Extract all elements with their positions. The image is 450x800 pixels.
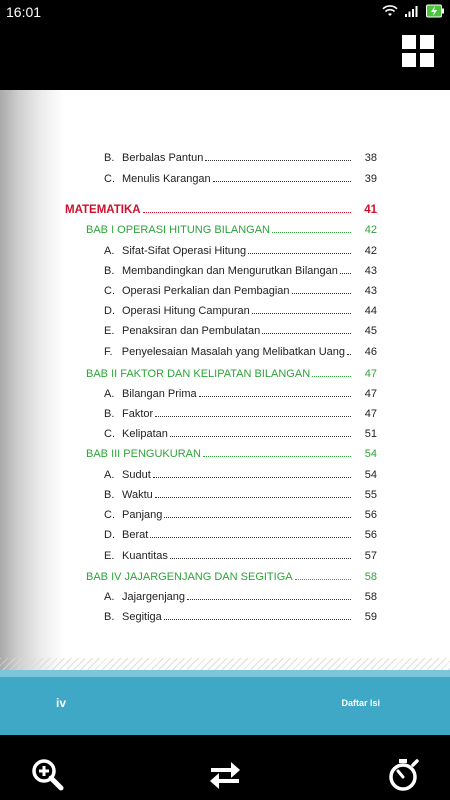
toc-leader-dots — [252, 305, 351, 314]
toc-entry-letter: B. — [104, 152, 115, 164]
toc-entry-letter: A. — [104, 469, 115, 481]
toc-entry-label: Waktu — [122, 489, 153, 501]
bottom-toolbar — [0, 735, 450, 800]
book-page[interactable] — [0, 90, 450, 735]
toc-page-number: 43 — [364, 285, 377, 297]
toc-entry-label: Faktor — [122, 408, 154, 420]
toc-entry-letter: E. — [104, 550, 115, 562]
toc-leader-dots — [155, 408, 351, 417]
toc-entry[interactable] — [0, 509, 450, 525]
toc-subject-heading[interactable] — [0, 204, 450, 220]
toc-entry-letter: A. — [104, 591, 115, 603]
toc-chapter-heading[interactable] — [0, 448, 450, 464]
zoom-in-button[interactable] — [30, 757, 66, 793]
toc-entry[interactable] — [0, 173, 450, 189]
toc-entry[interactable] — [0, 408, 450, 424]
footer-section-name: Daftar Isi — [341, 698, 380, 708]
toc-page-number: 38 — [364, 152, 377, 164]
toc-page-number: 39 — [364, 173, 377, 185]
toc-entry-letter: A. — [104, 245, 115, 257]
toc-leader-dots — [248, 245, 351, 254]
toc-entry-letter: C. — [104, 428, 115, 440]
toc-leader-dots — [347, 346, 351, 355]
wifi-icon — [382, 5, 398, 17]
toc-entry-label: Bilangan Prima — [122, 388, 197, 400]
toc-page-number: 58 — [364, 591, 377, 603]
toc-leader-dots — [153, 469, 351, 478]
toc-page-number: 55 — [364, 489, 377, 501]
status-time: 16:01 — [6, 4, 42, 20]
footer-page-number: iv — [56, 696, 67, 710]
battery-charging-icon — [426, 4, 444, 18]
toc-entry[interactable] — [0, 152, 450, 168]
toc-chapter-heading[interactable] — [0, 571, 450, 587]
toc-page-number: 41 — [364, 204, 377, 216]
toc-entry-label: Operasi Hitung Campuran — [122, 305, 250, 317]
toc-page-number: 56 — [364, 509, 377, 521]
toc-page-number: 43 — [364, 265, 377, 277]
toc-entry-label: BAB IV JAJARGENJANG DAN SEGITIGA — [86, 571, 293, 583]
toc-entry-letter: D. — [104, 305, 115, 317]
toc-entry-label: Operasi Perkalian dan Pembagian — [122, 285, 290, 297]
toc-leader-dots — [187, 591, 351, 600]
toc-entry[interactable] — [0, 305, 450, 321]
toc-leader-dots — [170, 550, 351, 559]
toc-page-number: 47 — [364, 388, 377, 400]
toc-entry[interactable] — [0, 388, 450, 404]
toc-page-number: 54 — [364, 469, 377, 481]
toc-chapter-heading[interactable] — [0, 224, 450, 240]
toc-entry-label: Membandingkan dan Mengurutkan Bilangan — [122, 265, 338, 277]
page-footer — [0, 677, 450, 735]
toc-entry-label: Penaksiran dan Pembulatan — [122, 325, 261, 337]
toc-entry-letter: B. — [104, 611, 115, 623]
toc-leader-dots — [164, 509, 351, 518]
toc-leader-dots — [143, 204, 351, 213]
toc-page-number: 42 — [364, 224, 377, 236]
toc-entry-label: Penyelesaian Masalah yang Melibatkan Uang — [121, 346, 345, 358]
toc-page-number: 57 — [364, 550, 377, 562]
toc-entry-label: BAB I OPERASI HITUNG BILANGAN — [86, 224, 270, 236]
toc-entry[interactable] — [0, 285, 450, 301]
toc-entry-label: Panjang — [122, 509, 163, 521]
toc-page-number: 56 — [364, 529, 377, 541]
toc-page-number: 51 — [364, 428, 377, 440]
toc-entry-letter: C. — [104, 509, 115, 521]
toc-entry-letter: B. — [104, 265, 115, 277]
toc-entry-letter: C. — [104, 173, 115, 185]
toc-entry[interactable] — [0, 346, 450, 362]
toc-entry-letter: B. — [104, 489, 115, 501]
toc-leader-dots — [155, 489, 351, 498]
swap-button[interactable] — [207, 757, 243, 793]
toc-leader-dots — [340, 265, 351, 274]
toc-page-number: 58 — [364, 571, 377, 583]
toc-entry[interactable] — [0, 611, 450, 627]
toc-page-number: 45 — [364, 325, 377, 337]
toc-leader-dots — [262, 325, 351, 334]
toc-leader-dots — [295, 571, 351, 580]
toc-entry-letter: E. — [104, 325, 115, 337]
toc-entry-label: Berat — [122, 529, 149, 541]
toc-entry-letter: F. — [104, 346, 113, 358]
toc-entry-label: Berbalas Pantun — [122, 152, 204, 164]
toc-leader-dots — [199, 388, 351, 397]
toc-leader-dots — [272, 224, 351, 233]
toc-chapter-heading[interactable] — [0, 368, 450, 384]
signal-icon — [405, 5, 419, 17]
toc-page-number: 47 — [364, 368, 377, 380]
toc-entry-label: Menulis Karangan — [122, 173, 211, 185]
timer-button[interactable] — [386, 757, 422, 793]
toc-page-number: 54 — [364, 448, 377, 460]
toc-leader-dots — [312, 368, 351, 377]
toc-leader-dots — [292, 285, 351, 294]
toc-entry-label: Kelipatan — [122, 428, 168, 440]
toc-entry-label: BAB III PENGUKURAN — [86, 448, 201, 460]
toc-entry-letter: D. — [104, 529, 115, 541]
toc-entry[interactable] — [0, 245, 450, 261]
app-header — [0, 24, 450, 90]
grid-icon — [402, 35, 434, 67]
status-icons — [382, 4, 444, 18]
toc-page-number: 44 — [364, 305, 377, 317]
toc-entry-label: Segitiga — [122, 611, 162, 623]
toc-entry-label: Jajargenjang — [122, 591, 185, 603]
toc-leader-dots — [205, 152, 351, 161]
toc-entry-letter: A. — [104, 388, 115, 400]
toc-entry[interactable] — [0, 591, 450, 607]
toc-page-number: 59 — [364, 611, 377, 623]
toc-leader-dots — [150, 529, 351, 538]
toc-leader-dots — [164, 611, 351, 620]
toc-page-number: 47 — [364, 408, 377, 420]
grid-menu-button[interactable] — [402, 35, 434, 67]
toc-entry[interactable] — [0, 550, 450, 566]
toc-entry-label: MATEMATIKA — [65, 204, 141, 216]
toc-entry[interactable] — [0, 489, 450, 505]
status-bar — [0, 0, 450, 24]
toc-leader-dots — [170, 428, 351, 437]
toc-entry-letter: C. — [104, 285, 115, 297]
zoom-in-icon — [30, 757, 66, 793]
toc-entry-label: Sifat-Sifat Operasi Hitung — [122, 245, 247, 257]
toc-entry-label: Sudut — [122, 469, 151, 481]
toc-leader-dots — [203, 448, 351, 457]
toc-entry[interactable] — [0, 428, 450, 444]
toc-page-number: 42 — [364, 245, 377, 257]
toc-entry-label: BAB II FAKTOR DAN KELIPATAN BILANGAN — [86, 368, 311, 380]
toc-entry[interactable] — [0, 265, 450, 281]
toc-entry-letter: B. — [104, 408, 115, 420]
toc-entry[interactable] — [0, 325, 450, 341]
toc-entry-label: Kuantitas — [122, 550, 168, 562]
toc-entry[interactable] — [0, 469, 450, 485]
toc-page-number: 46 — [364, 346, 377, 358]
timer-icon — [386, 757, 422, 793]
toc-entry[interactable] — [0, 529, 450, 545]
toc-leader-dots — [213, 173, 351, 182]
swap-icon — [207, 757, 243, 793]
